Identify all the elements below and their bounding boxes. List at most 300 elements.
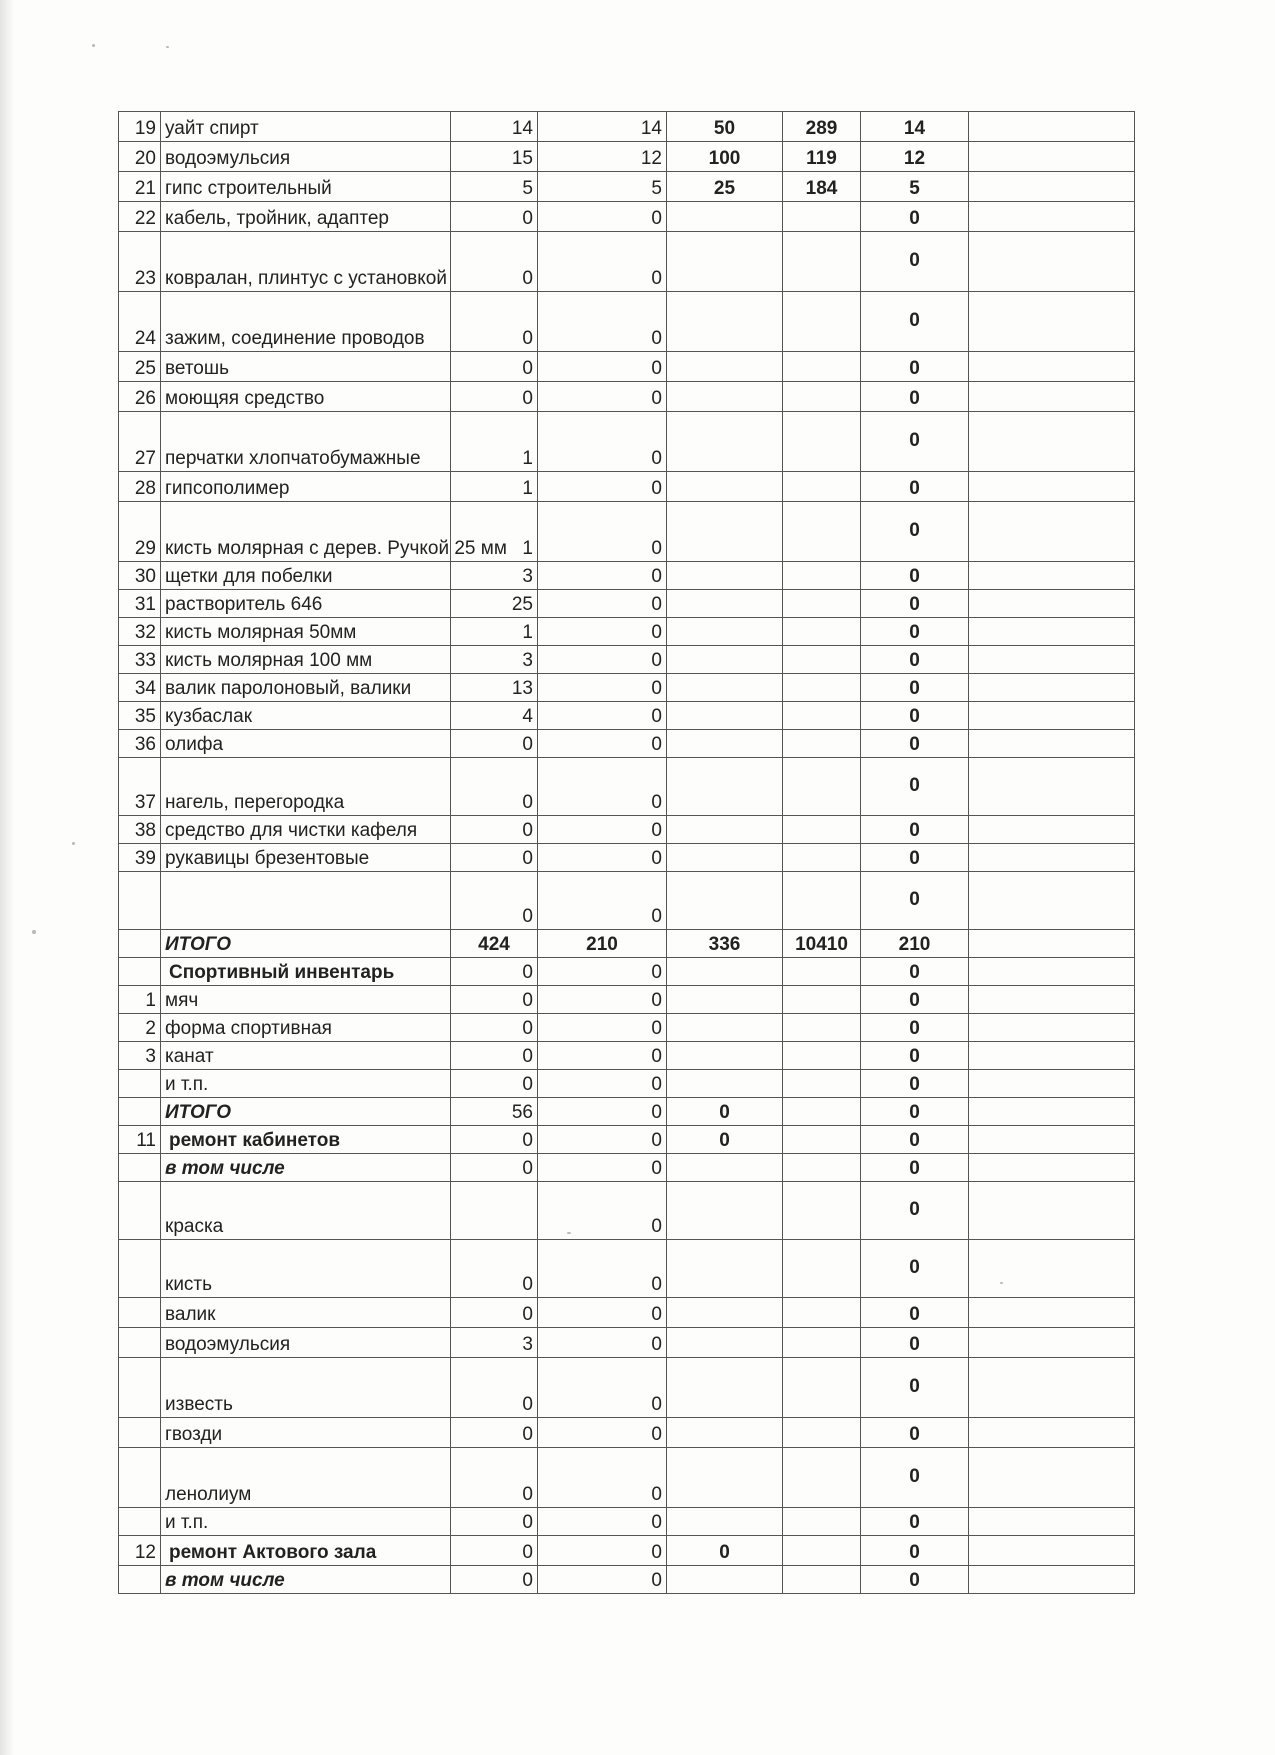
value-2-cell: 0 <box>538 1328 667 1358</box>
value-3-cell <box>667 816 783 844</box>
value-5-cell: 0 <box>861 1566 969 1594</box>
empty-cell <box>969 1358 1135 1418</box>
row-number-cell: 1 <box>119 986 161 1014</box>
item-name-cell: гвозди <box>161 1418 451 1448</box>
row-number-cell <box>119 1418 161 1448</box>
value-2-cell: 0 <box>538 758 667 816</box>
row-number-cell <box>119 1154 161 1182</box>
empty-cell <box>969 674 1135 702</box>
value-2-cell: 0 <box>538 382 667 412</box>
row-number-cell <box>119 1298 161 1328</box>
row-number-cell: 12 <box>119 1536 161 1566</box>
row-number-cell: 2 <box>119 1014 161 1042</box>
item-name-cell: ветошь <box>161 352 451 382</box>
table-row <box>119 142 1135 172</box>
value-5-cell: 0 <box>861 646 969 674</box>
empty-cell <box>969 1298 1135 1328</box>
value-4-cell <box>783 1448 861 1508</box>
table-row <box>119 292 1135 352</box>
item-name-cell <box>161 872 451 930</box>
item-name-cell: ленолиум <box>161 1448 451 1508</box>
value-1-cell: 0 <box>451 232 538 292</box>
value-1-cell: 0 <box>451 1358 538 1418</box>
item-name-cell: кисть <box>161 1240 451 1298</box>
value-4-cell <box>783 1536 861 1566</box>
value-1-cell: 0 <box>451 1536 538 1566</box>
item-name-cell: валик <box>161 1298 451 1328</box>
value-4-cell <box>783 816 861 844</box>
item-name-cell: зажим, соединение проводов <box>161 292 451 352</box>
table-row <box>119 1154 1135 1182</box>
value-4-cell <box>783 958 861 986</box>
value-5-cell: 5 <box>861 172 969 202</box>
value-4-cell <box>783 352 861 382</box>
empty-cell <box>969 1126 1135 1154</box>
table-row <box>119 562 1135 590</box>
row-number-cell <box>119 872 161 930</box>
value-4-cell <box>783 702 861 730</box>
item-name-cell: гипсополимер <box>161 472 451 502</box>
item-name-cell: растворитель 646 <box>161 590 451 618</box>
value-4-cell <box>783 590 861 618</box>
table-row <box>119 730 1135 758</box>
row-number-cell: 28 <box>119 472 161 502</box>
value-5-cell: 0 <box>861 816 969 844</box>
value-3-cell <box>667 1298 783 1328</box>
value-1-cell: 0 <box>451 816 538 844</box>
empty-cell <box>969 502 1135 562</box>
empty-cell <box>969 1240 1135 1298</box>
empty-cell <box>969 618 1135 646</box>
value-1-cell: 0 <box>451 844 538 872</box>
row-number-cell: 25 <box>119 352 161 382</box>
value-1-cell: 0 <box>451 1070 538 1098</box>
table-row <box>119 232 1135 292</box>
value-3-cell <box>667 674 783 702</box>
value-3-cell <box>667 958 783 986</box>
item-name-cell: ковралан, плинтус с установкой <box>161 232 451 292</box>
value-2-cell: 0 <box>538 958 667 986</box>
value-3-cell: 0 <box>667 1126 783 1154</box>
value-3-cell: 0 <box>667 1536 783 1566</box>
value-4-cell <box>783 1098 861 1126</box>
item-name-cell: кисть молярная 50мм <box>161 618 451 646</box>
value-4-cell <box>783 1042 861 1070</box>
scan-page-edge <box>0 0 14 1755</box>
value-2-cell: 0 <box>538 292 667 352</box>
value-1-cell: 3 <box>451 1328 538 1358</box>
value-2-cell: 0 <box>538 590 667 618</box>
row-number-cell: 35 <box>119 702 161 730</box>
value-5-cell: 0 <box>861 844 969 872</box>
value-2-cell: 0 <box>538 1154 667 1182</box>
value-1-cell: 14 <box>451 112 538 142</box>
value-4-cell: 184 <box>783 172 861 202</box>
value-4-cell <box>783 618 861 646</box>
empty-cell <box>969 702 1135 730</box>
value-4-cell <box>783 382 861 412</box>
value-2-cell: 0 <box>538 412 667 472</box>
table-row <box>119 202 1135 232</box>
value-2-cell: 0 <box>538 232 667 292</box>
empty-cell <box>969 646 1135 674</box>
value-5-cell: 0 <box>861 1126 969 1154</box>
value-3-cell <box>667 1358 783 1418</box>
item-name-cell: перчатки хлопчатобумажные <box>161 412 451 472</box>
item-name-cell: мяч <box>161 986 451 1014</box>
row-number-cell <box>119 1508 161 1536</box>
item-name-cell: и т.п. <box>161 1508 451 1536</box>
value-2-cell: 0 <box>538 1240 667 1298</box>
value-2-cell: 0 <box>538 352 667 382</box>
item-name-cell: Спортивный инвентарь <box>161 958 451 986</box>
value-4-cell <box>783 1418 861 1448</box>
value-4-cell <box>783 730 861 758</box>
item-name-cell: кисть молярная 100 мм <box>161 646 451 674</box>
value-1-cell: 4 <box>451 702 538 730</box>
value-1-cell: 3 <box>451 646 538 674</box>
row-number-cell: 38 <box>119 816 161 844</box>
value-5-cell: 0 <box>861 730 969 758</box>
empty-cell <box>969 352 1135 382</box>
value-4-cell <box>783 646 861 674</box>
value-5-cell: 0 <box>861 202 969 232</box>
row-number-cell: 24 <box>119 292 161 352</box>
value-2-cell: 0 <box>538 502 667 562</box>
value-2-cell: 5 <box>538 172 667 202</box>
value-1-cell: 1 <box>451 472 538 502</box>
table-row <box>119 758 1135 816</box>
value-1-cell: 0 <box>451 1042 538 1070</box>
item-name-cell: в том числе <box>161 1154 451 1182</box>
value-3-cell <box>667 1328 783 1358</box>
value-5-cell: 0 <box>861 382 969 412</box>
value-4-cell <box>783 1014 861 1042</box>
value-4-cell <box>783 562 861 590</box>
table-row <box>119 472 1135 502</box>
value-3-cell <box>667 1014 783 1042</box>
value-2-cell: 0 <box>538 1536 667 1566</box>
value-4-cell <box>783 986 861 1014</box>
item-name-cell: олифа <box>161 730 451 758</box>
value-5-cell: 0 <box>861 1070 969 1098</box>
table-row <box>119 1070 1135 1098</box>
item-name-cell: ИТОГО <box>161 930 451 958</box>
empty-cell <box>969 1508 1135 1536</box>
value-3-cell <box>667 1418 783 1448</box>
item-name-cell: уайт спирт <box>161 112 451 142</box>
value-3-cell <box>667 232 783 292</box>
value-3-cell <box>667 986 783 1014</box>
value-3-cell <box>667 502 783 562</box>
table-row <box>119 958 1135 986</box>
item-name-cell: известь <box>161 1358 451 1418</box>
value-3-cell <box>667 618 783 646</box>
value-4-cell: 289 <box>783 112 861 142</box>
value-1-cell: 0 <box>451 1298 538 1328</box>
value-2-cell: 0 <box>538 816 667 844</box>
value-3-cell: 0 <box>667 1098 783 1126</box>
value-2-cell: 0 <box>538 472 667 502</box>
item-name-cell: в том числе <box>161 1566 451 1594</box>
value-3-cell: 100 <box>667 142 783 172</box>
row-number-cell <box>119 1566 161 1594</box>
value-3-cell <box>667 646 783 674</box>
value-1-cell: 25 <box>451 590 538 618</box>
value-3-cell <box>667 1566 783 1594</box>
value-4-cell <box>783 232 861 292</box>
table-row <box>119 930 1135 958</box>
item-name-cell: форма спортивная <box>161 1014 451 1042</box>
value-4-cell <box>783 844 861 872</box>
row-number-cell: 26 <box>119 382 161 412</box>
row-number-cell: 34 <box>119 674 161 702</box>
value-3-cell <box>667 382 783 412</box>
value-4-cell <box>783 472 861 502</box>
table-row <box>119 844 1135 872</box>
row-number-cell: 3 <box>119 1042 161 1070</box>
value-4-cell <box>783 1508 861 1536</box>
value-5-cell: 0 <box>861 1298 969 1328</box>
table-body <box>119 112 1135 1594</box>
value-5-cell: 0 <box>861 1098 969 1126</box>
empty-cell <box>969 844 1135 872</box>
value-5-cell: 0 <box>861 702 969 730</box>
item-name-cell: ремонт Актового зала <box>161 1536 451 1566</box>
value-4-cell: 119 <box>783 142 861 172</box>
table-row <box>119 1566 1135 1594</box>
value-3-cell <box>667 872 783 930</box>
table-row <box>119 1508 1135 1536</box>
empty-cell <box>969 872 1135 930</box>
table-row <box>119 618 1135 646</box>
value-1-cell: 0 <box>451 986 538 1014</box>
empty-cell <box>969 232 1135 292</box>
value-2-cell: 0 <box>538 1566 667 1594</box>
value-4-cell <box>783 1358 861 1418</box>
table-row <box>119 590 1135 618</box>
item-name-cell: рукавицы брезентовые <box>161 844 451 872</box>
value-5-cell: 14 <box>861 112 969 142</box>
value-1-cell: 0 <box>451 1566 538 1594</box>
row-number-cell <box>119 1182 161 1240</box>
value-2-cell: 0 <box>538 646 667 674</box>
value-5-cell: 0 <box>861 958 969 986</box>
value-2-cell: 0 <box>538 618 667 646</box>
value-3-cell <box>667 202 783 232</box>
empty-cell <box>969 382 1135 412</box>
empty-cell <box>969 112 1135 142</box>
row-number-cell <box>119 958 161 986</box>
row-number-cell: 31 <box>119 590 161 618</box>
value-5-cell: 0 <box>861 472 969 502</box>
value-4-cell <box>783 872 861 930</box>
empty-cell <box>969 1154 1135 1182</box>
value-4-cell <box>783 1566 861 1594</box>
value-5-cell: 0 <box>861 872 969 930</box>
value-5-cell: 0 <box>861 674 969 702</box>
table-row <box>119 1126 1135 1154</box>
scan-speck <box>92 44 95 47</box>
value-5-cell: 0 <box>861 1448 969 1508</box>
value-1-cell: 0 <box>451 1448 538 1508</box>
value-2-cell: 0 <box>538 1126 667 1154</box>
table-row <box>119 872 1135 930</box>
value-1-cell: 0 <box>451 1508 538 1536</box>
row-number-cell: 19 <box>119 112 161 142</box>
value-4-cell <box>783 412 861 472</box>
item-name-cell: средство для чистки кафеля <box>161 816 451 844</box>
value-5-cell: 0 <box>861 1154 969 1182</box>
value-2-cell: 0 <box>538 674 667 702</box>
value-2-cell: 0 <box>538 844 667 872</box>
value-3-cell <box>667 758 783 816</box>
item-name-cell: кузбаслак <box>161 702 451 730</box>
empty-cell <box>969 1014 1135 1042</box>
value-5-cell: 0 <box>861 292 969 352</box>
item-name-cell: кисть молярная с дерев. Ручкой 25 мм <box>161 502 451 562</box>
item-name-cell: гипс строительный <box>161 172 451 202</box>
table-row <box>119 1298 1135 1328</box>
value-5-cell: 0 <box>861 986 969 1014</box>
value-2-cell: 0 <box>538 730 667 758</box>
value-3-cell <box>667 1182 783 1240</box>
value-4-cell <box>783 674 861 702</box>
item-name-cell: канат <box>161 1042 451 1070</box>
value-4-cell <box>783 292 861 352</box>
empty-cell <box>969 1566 1135 1594</box>
value-1-cell: 3 <box>451 562 538 590</box>
table-row <box>119 352 1135 382</box>
row-number-cell: 37 <box>119 758 161 816</box>
row-number-cell: 27 <box>119 412 161 472</box>
value-5-cell: 0 <box>861 1182 969 1240</box>
table-row <box>119 1358 1135 1418</box>
empty-cell <box>969 758 1135 816</box>
row-number-cell <box>119 1448 161 1508</box>
value-3-cell <box>667 1448 783 1508</box>
empty-cell <box>969 1042 1135 1070</box>
scan-speck <box>32 930 36 934</box>
item-name-cell: щетки для побелки <box>161 562 451 590</box>
value-2-cell: 0 <box>538 1098 667 1126</box>
value-2-cell: 210 <box>538 930 667 958</box>
value-5-cell: 0 <box>861 1328 969 1358</box>
row-number-cell <box>119 1358 161 1418</box>
value-5-cell: 0 <box>861 232 969 292</box>
value-2-cell: 0 <box>538 1298 667 1328</box>
value-1-cell: 0 <box>451 1014 538 1042</box>
table-row <box>119 702 1135 730</box>
value-2-cell: 0 <box>538 1070 667 1098</box>
empty-cell <box>969 472 1135 502</box>
value-1-cell: 15 <box>451 142 538 172</box>
table-row <box>119 382 1135 412</box>
table-row <box>119 816 1135 844</box>
value-3-cell: 50 <box>667 112 783 142</box>
value-2-cell: 0 <box>538 562 667 590</box>
item-name-cell: ИТОГО <box>161 1098 451 1126</box>
value-4-cell <box>783 502 861 562</box>
value-4-cell <box>783 1126 861 1154</box>
value-2-cell: 0 <box>538 1418 667 1448</box>
value-2-cell: 0 <box>538 1508 667 1536</box>
scan-speck <box>72 842 75 845</box>
empty-cell <box>969 1448 1135 1508</box>
item-name-cell: нагель, перегородка <box>161 758 451 816</box>
value-5-cell: 0 <box>861 1240 969 1298</box>
value-1-cell <box>451 1182 538 1240</box>
value-3-cell: 336 <box>667 930 783 958</box>
value-1-cell: 0 <box>451 352 538 382</box>
value-5-cell: 0 <box>861 562 969 590</box>
document-table <box>118 111 1135 1594</box>
table-row <box>119 172 1135 202</box>
table-row <box>119 1014 1135 1042</box>
empty-cell <box>969 730 1135 758</box>
table-row <box>119 412 1135 472</box>
table-row <box>119 1536 1135 1566</box>
value-3-cell <box>667 844 783 872</box>
value-5-cell: 0 <box>861 352 969 382</box>
value-3-cell <box>667 590 783 618</box>
empty-cell <box>969 292 1135 352</box>
value-3-cell <box>667 1154 783 1182</box>
table-row <box>119 1448 1135 1508</box>
value-2-cell: 0 <box>538 1014 667 1042</box>
row-number-cell: 39 <box>119 844 161 872</box>
value-4-cell <box>783 1182 861 1240</box>
table-row <box>119 1418 1135 1448</box>
item-name-cell: водоэмульсия <box>161 1328 451 1358</box>
empty-cell <box>969 1328 1135 1358</box>
scan-speck <box>166 46 169 48</box>
value-4-cell <box>783 1154 861 1182</box>
value-5-cell: 0 <box>861 412 969 472</box>
value-3-cell <box>667 562 783 590</box>
value-2-cell: 0 <box>538 986 667 1014</box>
row-number-cell: 30 <box>119 562 161 590</box>
value-1-cell: 0 <box>451 202 538 232</box>
value-3-cell <box>667 352 783 382</box>
empty-cell <box>969 172 1135 202</box>
value-3-cell <box>667 292 783 352</box>
table-row <box>119 1328 1135 1358</box>
row-number-cell <box>119 1098 161 1126</box>
value-1-cell: 0 <box>451 1240 538 1298</box>
row-number-cell: 11 <box>119 1126 161 1154</box>
value-1-cell: 0 <box>451 872 538 930</box>
value-1-cell: 0 <box>451 382 538 412</box>
empty-cell <box>969 1418 1135 1448</box>
value-4-cell: 10410 <box>783 930 861 958</box>
empty-cell <box>969 986 1135 1014</box>
value-1-cell: 424 <box>451 930 538 958</box>
row-number-cell: 22 <box>119 202 161 232</box>
value-2-cell: 0 <box>538 1182 667 1240</box>
value-5-cell: 0 <box>861 618 969 646</box>
value-3-cell <box>667 1042 783 1070</box>
table-row <box>119 986 1135 1014</box>
row-number-cell <box>119 1240 161 1298</box>
value-1-cell: 1 <box>451 412 538 472</box>
item-name-cell: валик паролоновый, валики <box>161 674 451 702</box>
empty-cell <box>969 1536 1135 1566</box>
empty-cell <box>969 816 1135 844</box>
value-2-cell: 12 <box>538 142 667 172</box>
value-5-cell: 0 <box>861 1418 969 1448</box>
item-name-cell: и т.п. <box>161 1070 451 1098</box>
